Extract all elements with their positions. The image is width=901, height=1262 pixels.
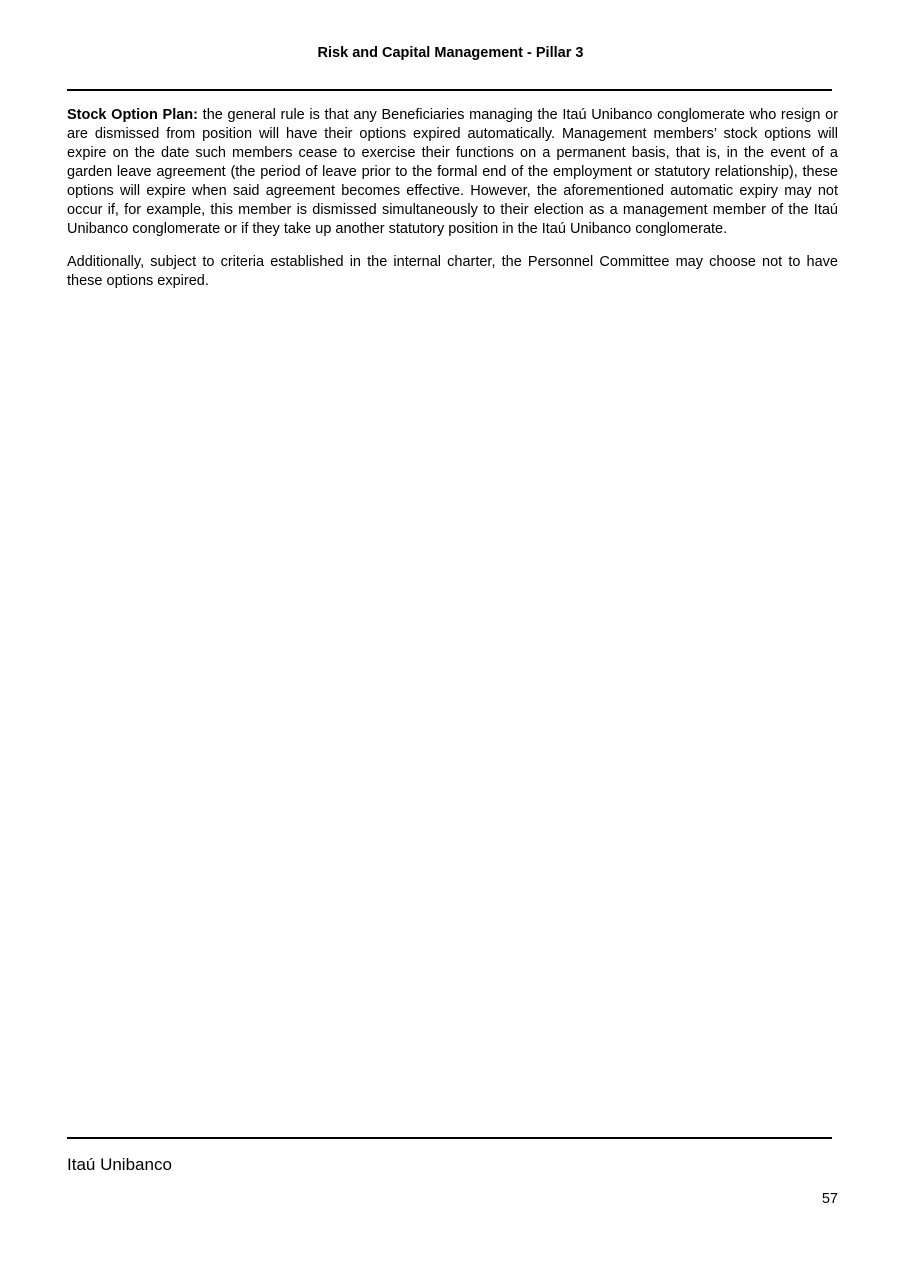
footer-divider <box>67 1137 832 1139</box>
paragraph-text: the general rule is that any Beneficiaries managing the Itaú Unibanco conglomerate who resign or are dismissed from position will have their options expired automatically. Management members’ stock options will expire on the date such members cease to exercise their functions on a permanent basis, that is, in the event of a garden leave agreement (the period of leave prior to the formal end of the employment or statutory relationship), these options will expire when said agreement becomes effective. However, the aforementioned automatic expiry may not occur if, for example, this member is dismissed simultaneously to their election as a management member of the Itaú Unibanco conglomerate or if they take up another statutory position in the Itaú Unibanco conglomerate. <box>67 107 838 237</box>
paragraph-stock-option-plan <box>67 106 838 239</box>
paragraph-lead-heading: Stock Option Plan: <box>67 107 198 123</box>
header-divider <box>67 89 832 91</box>
footer-brand-name: Itaú Unibanco <box>67 1155 172 1174</box>
page-number: 57 <box>821 1191 838 1207</box>
page-header-title: Risk and Capital Management - Pillar 3 <box>317 45 584 61</box>
document-body <box>67 106 838 291</box>
paragraph-additionally: Additionally, subject to criteria established in the internal charter, the Personnel Committee may choose not to have these options expired. <box>67 254 838 289</box>
